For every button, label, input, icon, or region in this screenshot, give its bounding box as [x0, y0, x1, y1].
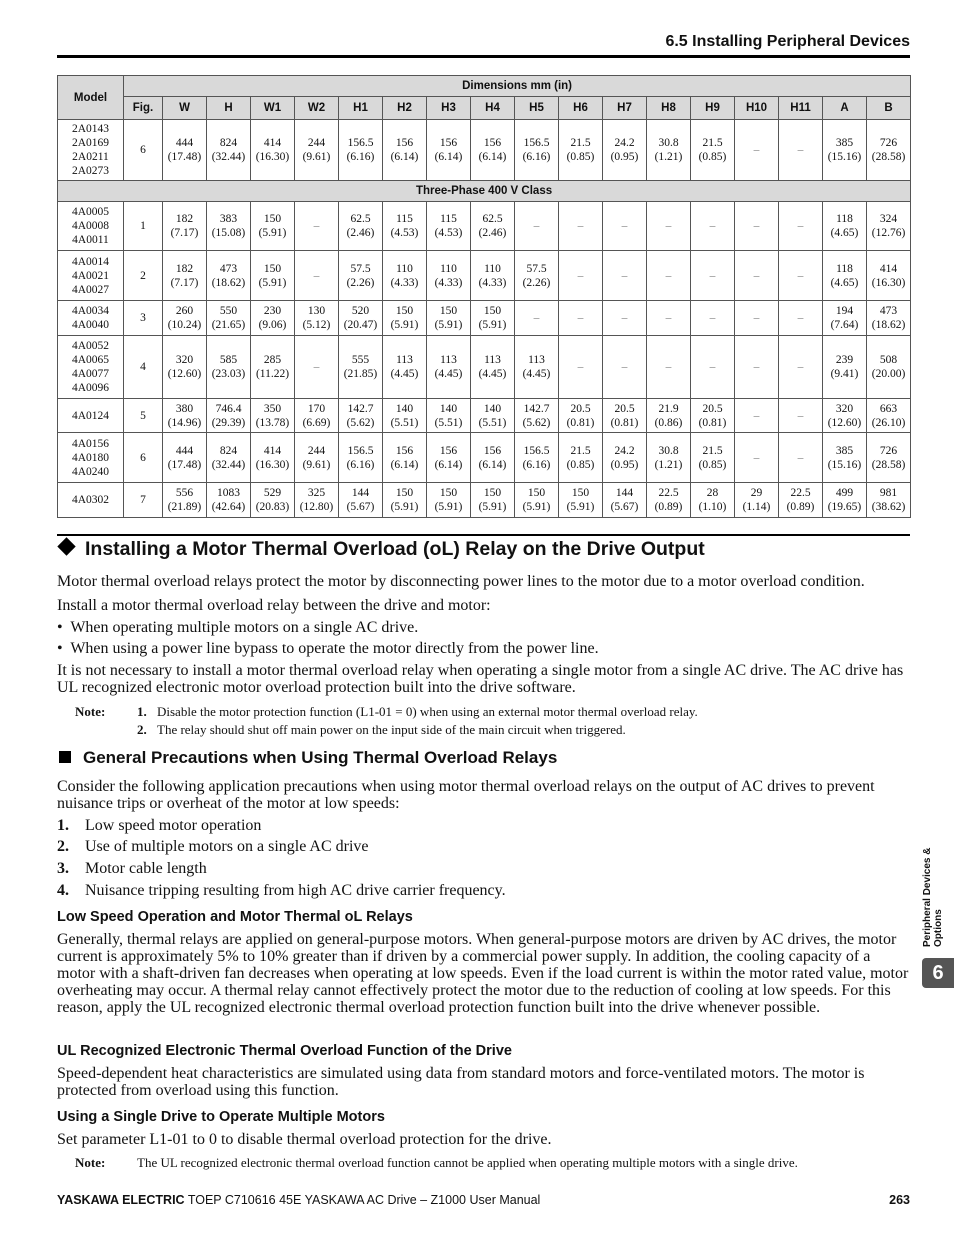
model-code: 4A0065 [71, 354, 110, 366]
table-cell: – [779, 399, 823, 433]
table-cell: – [647, 301, 691, 336]
table-cell: 244 (9.61) [295, 120, 339, 181]
table-cell: 6 [124, 120, 163, 181]
table-cell: 110 (4.33) [383, 251, 427, 301]
section-title: Installing a Motor Thermal Overload (oL) Relay on the Drive Output [85, 538, 705, 560]
table-cell: 520 (20.47) [339, 301, 383, 336]
model-code: 2A0211 [72, 151, 109, 163]
dimensions-header: Dimensions mm (in) [124, 76, 911, 97]
table-cell: – [603, 336, 647, 399]
table-cell: – [603, 251, 647, 301]
side-tab [921, 826, 943, 946]
table-cell: 230 (9.06) [251, 301, 295, 336]
model-code: 4A0014 [71, 255, 110, 268]
table-cell: 444 (17.48) [163, 120, 207, 181]
table-cell: 118 (4.65) [823, 202, 867, 251]
numbered-item: 3. Motor cable length [57, 860, 207, 877]
model-code: 4A0096 [71, 382, 110, 394]
table-cell: 473 (18.62) [207, 251, 251, 301]
table-cell: 57.5 (2.26) [339, 251, 383, 301]
table-cell: – [515, 202, 559, 251]
model-code: 4A0021 [71, 269, 110, 282]
table-cell: 150 (5.91) [427, 301, 471, 336]
table-cell: – [559, 301, 603, 336]
chapter-badge: 6 [922, 958, 954, 988]
heading-low-speed: Low Speed Operation and Motor Thermal oL Relays [57, 909, 413, 925]
column-header: B [867, 97, 911, 120]
table-cell: – [735, 433, 779, 483]
column-header: H7 [603, 97, 647, 120]
model-cell [58, 251, 124, 301]
table-cell: 156 (6.14) [471, 120, 515, 181]
note-text: The UL recognized electronic thermal overload function cannot be applied when operating multiple motors with a single drive. [137, 1155, 798, 1170]
table-cell: – [559, 336, 603, 399]
table-cell: – [647, 251, 691, 301]
model-cell [58, 336, 124, 399]
model-code: 4A0011 [72, 234, 109, 246]
table-cell: 824 (32.44) [207, 433, 251, 483]
table-cell: 585 (23.03) [207, 336, 251, 399]
table-cell: 380 (14.96) [163, 399, 207, 433]
table-cell: 113 (4.45) [471, 336, 515, 399]
table-cell: 320 (12.60) [823, 399, 867, 433]
table-cell: 115 (4.53) [427, 202, 471, 251]
model-code: 4A0008 [71, 220, 110, 232]
table-cell: 30.8 (1.21) [647, 433, 691, 483]
table-cell: 5 [124, 399, 163, 433]
table-cell: 150 (5.91) [471, 301, 515, 336]
table-cell: 113 (4.45) [383, 336, 427, 399]
table-cell: 140 (5.51) [427, 399, 471, 433]
paragraph-ul-function: Speed-dependent heat characteristics are simulated using data from standard motors and force-ventilated motors. The motor is protected from overload using this function. [57, 1065, 865, 1099]
table-cell: 110 (4.33) [427, 251, 471, 301]
table-row [58, 399, 911, 433]
table-cell: 22.5 (0.89) [779, 483, 823, 518]
table-cell: – [691, 202, 735, 251]
table-cell: 1 [124, 202, 163, 251]
table-cell: 325 (12.80) [295, 483, 339, 518]
model-code: 4A0240 [71, 465, 110, 478]
table-cell: 194 (7.64) [823, 301, 867, 336]
table-cell: 21.5 (0.85) [559, 120, 603, 181]
table-cell: 4 [124, 336, 163, 399]
table-cell: – [779, 202, 823, 251]
table-cell: – [779, 120, 823, 181]
voltage-class-label: Three-Phase 400 V Class [58, 181, 911, 202]
table-cell: 150 (5.91) [251, 202, 295, 251]
bullet-item: • When operating multiple motors on a single AC drive. [57, 619, 419, 636]
model-code: 2A0273 [71, 165, 110, 177]
table-cell: 550 (21.65) [207, 301, 251, 336]
table-cell: 28 (1.10) [691, 483, 735, 518]
table-cell: 150 (5.91) [427, 483, 471, 518]
table-row [58, 483, 911, 518]
table-cell: 1083 (42.64) [207, 483, 251, 518]
table-cell: – [295, 251, 339, 301]
side-tab-label: Peripheral Devices & Options [922, 847, 944, 947]
column-header: H9 [691, 97, 735, 120]
subsection-heading [57, 748, 557, 768]
model-cell [58, 399, 124, 433]
square-bullet-icon [59, 751, 71, 763]
model-code: 4A0302 [71, 494, 110, 506]
note-number: 1. [137, 704, 147, 719]
table-cell: 156 (6.14) [427, 120, 471, 181]
column-header: H10 [735, 97, 779, 120]
table-cell: 21.5 (0.85) [691, 120, 735, 181]
running-header: 6.5 Installing Peripheral Devices [665, 33, 910, 50]
table-cell: 444 (17.48) [163, 433, 207, 483]
table-cell: 150 (5.91) [383, 301, 427, 336]
table-cell: 62.5 (2.46) [471, 202, 515, 251]
table-cell: 20.5 (0.81) [691, 399, 735, 433]
subsection-title: General Precautions when Using Thermal Overload Relays [83, 748, 558, 767]
table-cell: – [735, 336, 779, 399]
column-header: H1 [339, 97, 383, 120]
table-cell: – [515, 301, 559, 336]
table-cell: – [559, 251, 603, 301]
page-number: 263 [889, 1193, 910, 1207]
table-cell: – [559, 202, 603, 251]
table-cell: 7 [124, 483, 163, 518]
note-number: 2. [137, 722, 147, 737]
table-cell: 726 (28.58) [867, 433, 911, 483]
table-cell: 239 (9.41) [823, 336, 867, 399]
model-code: 4A0156 [71, 437, 110, 450]
table-cell: 156.5 (6.16) [515, 433, 559, 483]
table-cell: 140 (5.51) [471, 399, 515, 433]
table-cell: 385 (15.16) [823, 433, 867, 483]
table-cell: 144 (5.67) [339, 483, 383, 518]
paragraph-precautions: Consider the following application precautions when using motor thermal overload relays on the output of AC drives to prevent nuisance trips or overheat of the motor at low speeds: [57, 778, 875, 812]
table-cell: 142.7 (5.62) [515, 399, 559, 433]
heading-multiple-motors: Using a Single Drive to Operate Multiple Motors [57, 1109, 385, 1125]
table-row [58, 202, 911, 251]
table-cell: – [295, 336, 339, 399]
paragraph-not-necessary: It is not necessary to install a motor thermal overload relay when operating a single motor from a single AC drive. The AC drive has UL recognized electronic motor overload protection built into the drive software. [57, 662, 904, 696]
column-header: W2 [295, 97, 339, 120]
column-header: H3 [427, 97, 471, 120]
model-cell [58, 301, 124, 336]
table-cell: 529 (20.83) [251, 483, 295, 518]
table-cell: – [779, 433, 823, 483]
bullet-item: • When using a power line bypass to operate the motor directly from the power line. [57, 640, 599, 657]
model-code: 2A0143 [71, 123, 110, 135]
column-header: H11 [779, 97, 823, 120]
table-cell: 244 (9.61) [295, 433, 339, 483]
table-cell: 24.2 (0.95) [603, 120, 647, 181]
model-code: 4A0034 [71, 305, 110, 317]
table-cell: 182 (7.17) [163, 202, 207, 251]
model-code: 4A0180 [71, 451, 110, 464]
table-cell: – [603, 301, 647, 336]
table-cell: 21.5 (0.85) [559, 433, 603, 483]
model-code: 4A0124 [71, 409, 110, 422]
section-rule [57, 534, 910, 536]
class-row [58, 181, 911, 202]
table-cell: 499 (19.65) [823, 483, 867, 518]
note-label: Note: [75, 704, 106, 719]
table-cell: – [779, 301, 823, 336]
column-header: W [163, 97, 207, 120]
note-text: Disable the motor protection function (L1-01 = 0) when using an external motor thermal overload relay. [157, 704, 698, 719]
table-cell: 182 (7.17) [163, 251, 207, 301]
table-cell: 156 (6.14) [471, 433, 515, 483]
table-row [58, 301, 911, 336]
table-cell: 350 (13.78) [251, 399, 295, 433]
table-cell: 156.5 (6.16) [339, 120, 383, 181]
table-row [58, 433, 911, 483]
table-row [58, 120, 911, 181]
table-cell: 156 (6.14) [383, 120, 427, 181]
table-cell: – [735, 202, 779, 251]
model-code: 4A0052 [71, 340, 110, 352]
column-header: H8 [647, 97, 691, 120]
model-code: 2A0169 [71, 137, 110, 149]
model-header: Model [58, 76, 124, 120]
column-header: H [207, 97, 251, 120]
paragraph-low-speed: Generally, thermal relays are applied on general-purpose motors. When general-purpose motors are driven by AC drives, the motor current is approximately 5% to 10% greater than if driven by a commercial power supply. In addition, the cooling capacity of a motor with a shaft-driven fan decreases when operating at low speeds. Even if the load current is within the motor rated value, motor overheating may occur. A thermal relay cannot effectively protect the motor due to the reduction of cooling at low speeds. For this reason, apply the UL recognized electronic thermal overload protection function built into the drive whenever possible. [57, 931, 909, 1016]
table-cell: 2 [124, 251, 163, 301]
table-cell: 142.7 (5.62) [339, 399, 383, 433]
model-code: 4A0040 [71, 319, 110, 331]
table-cell: 115 (4.53) [383, 202, 427, 251]
paragraph-multiple-motors: Set parameter L1-01 to 0 to disable thermal overload protection for the drive. [57, 1131, 552, 1148]
model-code: 4A0005 [71, 206, 110, 218]
table-cell: 320 (12.60) [163, 336, 207, 399]
table-cell: – [735, 399, 779, 433]
table-cell: 30.8 (1.21) [647, 120, 691, 181]
table-cell: 6 [124, 433, 163, 483]
table-cell: 20.5 (0.81) [603, 399, 647, 433]
table-cell: – [603, 202, 647, 251]
heading-ul-function: UL Recognized Electronic Thermal Overload Function of the Drive [57, 1043, 512, 1059]
table-cell: 260 (10.24) [163, 301, 207, 336]
table-cell: – [735, 251, 779, 301]
table-row [58, 251, 911, 301]
table-cell: – [735, 120, 779, 181]
table-cell: 414 (16.30) [251, 433, 295, 483]
paragraph-install: Install a motor thermal overload relay between the drive and motor: [57, 597, 491, 614]
table-cell: 3 [124, 301, 163, 336]
table-cell: 150 (5.91) [515, 483, 559, 518]
dimensions-table [57, 75, 911, 518]
column-header: H6 [559, 97, 603, 120]
column-header: W1 [251, 97, 295, 120]
table-cell: 663 (26.10) [867, 399, 911, 433]
table-cell: – [779, 251, 823, 301]
table-cell: 22.5 (0.89) [647, 483, 691, 518]
table-cell: 113 (4.45) [427, 336, 471, 399]
model-cell [58, 483, 124, 518]
diamond-bullet-icon [57, 537, 75, 555]
table-cell: 150 (5.91) [471, 483, 515, 518]
table-cell: 156 (6.14) [383, 433, 427, 483]
table-cell: 20.5 (0.81) [559, 399, 603, 433]
table-cell: – [691, 251, 735, 301]
table-cell: – [691, 301, 735, 336]
table-cell: 824 (32.44) [207, 120, 251, 181]
table-cell: 21.9 (0.86) [647, 399, 691, 433]
table-cell: 130 (5.12) [295, 301, 339, 336]
table-cell: 726 (28.58) [867, 120, 911, 181]
table-cell: 24.2 (0.95) [603, 433, 647, 483]
header-rule [57, 55, 910, 58]
note-text: The relay should shut off main power on the input side of the main circuit when triggered. [157, 722, 626, 737]
table-cell: 156 (6.14) [427, 433, 471, 483]
column-header: H2 [383, 97, 427, 120]
numbered-item: 4. Nuisance tripping resulting from high AC drive carrier frequency. [57, 882, 506, 899]
table-cell: – [647, 336, 691, 399]
table-cell: 156.5 (6.16) [339, 433, 383, 483]
table-cell: 555 (21.85) [339, 336, 383, 399]
footer-doc: TOEP C710616 45E YASKAWA AC Drive – Z1000 User Manual [184, 1193, 541, 1207]
table-cell: 385 (15.16) [823, 120, 867, 181]
table-cell: – [779, 336, 823, 399]
table-cell: 556 (21.89) [163, 483, 207, 518]
table-cell: – [735, 301, 779, 336]
table-cell: 29 (1.14) [735, 483, 779, 518]
section-heading [57, 538, 705, 561]
table-cell: – [295, 202, 339, 251]
table-cell: 150 (5.91) [383, 483, 427, 518]
column-header: H5 [515, 97, 559, 120]
table-cell: 150 (5.91) [251, 251, 295, 301]
table-cell: 285 (11.22) [251, 336, 295, 399]
table-cell: 140 (5.51) [383, 399, 427, 433]
table-cell: 110 (4.33) [471, 251, 515, 301]
table-cell: 118 (4.65) [823, 251, 867, 301]
table-cell: 324 (12.76) [867, 202, 911, 251]
column-header: H4 [471, 97, 515, 120]
table-cell: – [691, 336, 735, 399]
table-cell: 508 (20.00) [867, 336, 911, 399]
model-cell [58, 120, 124, 181]
table-cell: 414 (16.30) [867, 251, 911, 301]
table-cell: 57.5 (2.26) [515, 251, 559, 301]
table-cell: 981 (38.62) [867, 483, 911, 518]
table-cell: 156.5 (6.16) [515, 120, 559, 181]
table-cell: 746.4 (29.39) [207, 399, 251, 433]
table-cell: 62.5 (2.46) [339, 202, 383, 251]
column-header: A [823, 97, 867, 120]
model-cell [58, 433, 124, 483]
model-code: 4A0027 [71, 283, 110, 296]
numbered-item: 1. Low speed motor operation [57, 817, 262, 834]
table-cell: 150 (5.91) [559, 483, 603, 518]
model-cell [58, 202, 124, 251]
table-cell: – [647, 202, 691, 251]
model-code: 4A0077 [71, 368, 110, 380]
table-cell: 170 (6.69) [295, 399, 339, 433]
footer-brand: YASKAWA ELECTRIC [57, 1193, 185, 1207]
table-row [58, 336, 911, 399]
table-cell: 113 (4.45) [515, 336, 559, 399]
table-cell: 383 (15.08) [207, 202, 251, 251]
table-cell: 21.5 (0.85) [691, 433, 735, 483]
table-cell: 473 (18.62) [867, 301, 911, 336]
footer [57, 1193, 910, 1207]
note-label: Note: [75, 1155, 106, 1170]
paragraph-intro: Motor thermal overload relays protect the motor by disconnecting power lines to the motor due to a motor overload condition. [57, 573, 865, 590]
table-cell: 414 (16.30) [251, 120, 295, 181]
table-cell: 144 (5.67) [603, 483, 647, 518]
numbered-item: 2. Use of multiple motors on a single AC drive [57, 838, 369, 855]
column-header: Fig. [124, 97, 163, 120]
